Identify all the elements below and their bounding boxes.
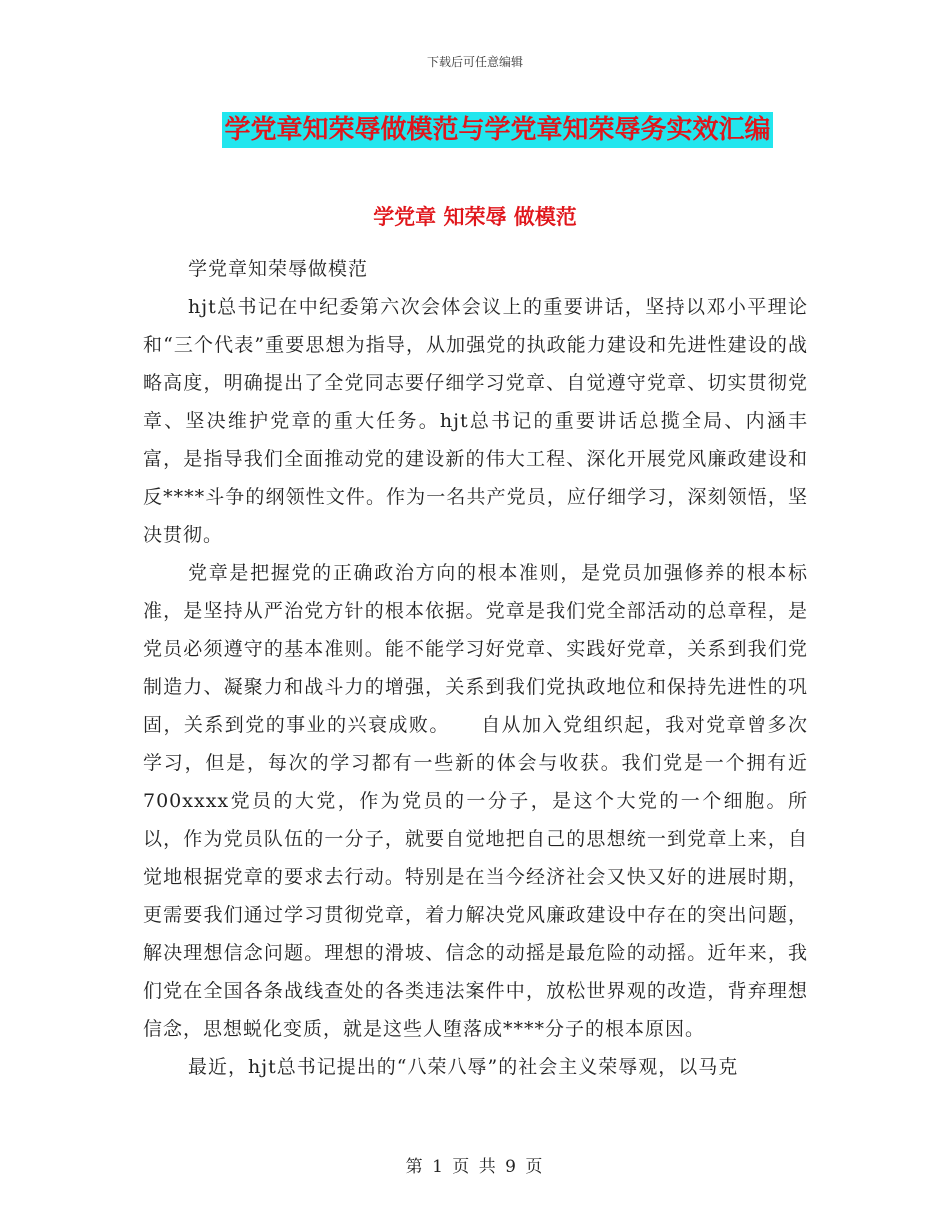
page-number-footer: 第 1 页 共 9 页 [405,1157,545,1177]
document-title: 学党章知荣辱做模范与学党章知荣辱务实效汇编 [222,112,772,148]
paragraph-2: 党章是把握党的正确政治方向的根本准则，是党员加强修养的根本标准，是坚持从严治党方针的根本依据。党章是我们党全部活动的总章程，是党员必须遵守的基本准则。能不能学习好党章、实践好党章，关系到我们党制造力、凝聚力和战斗力的增强，关系到我们党执政地位和保持先进性的巩固，关系到党的事业的兴衰成败。 自从加入党组织起，我对党章曾多次学习，但是，每次的学习都有一些新的体会与收获。我们党是一个拥有近700xxxx党员的大党，作为党员的一分子，是这个大党的一个细胞。所以，作为党员队伍的一分子，就要自觉地把自己的思想统一到党章上来，自觉地根据党章的要求去行动。特别是在当今经济社会又快又好的进展时期，更需要我们通过学习贯彻党章，着力解决党风廉政建设中存在的突出问题，解决理想信念问题。理想的滑坡、信念的动摇是最危险的动摇。近年来，我们党在全国各条战线查处的各类违法案件中，放松世界观的改造，背弃理想信念，思想蜕化变质，就是这些人堕落成****分子的根本原因。 [143,562,808,1040]
paragraph-3: 最近，hjt总书记提出的“八荣八辱”的社会主义荣辱观，以马克 [188,1056,739,1078]
section-title: 学党章 知荣辱 做模范 [373,205,577,229]
intro-line: 学党章知荣辱做模范 [188,258,369,280]
paragraph-1: hjt总书记在中纪委第六次会体会议上的重要讲话，坚持以邓小平理论和“三个代表”重要思想为指导，从加强党的执政能力建设和先进性建设的战略高度，明确提出了全党同志要仔细学习党章、自觉遵守党章、切实贯彻党章、坚决维护党章的重大任务。hjt总书记的重要讲话总揽全局、内涵丰富，是指导我们全面推动党的建设新的伟大工程、深化开展党风廉政建设和反****斗争的纲领性文件。作为一名共产党员，应仔细学习，深刻领悟，坚决贯彻。 [143,296,808,546]
header-note: 下载后可任意编辑 [426,55,523,69]
document-body [143,250,808,1086]
document-title-container [0,112,950,148]
